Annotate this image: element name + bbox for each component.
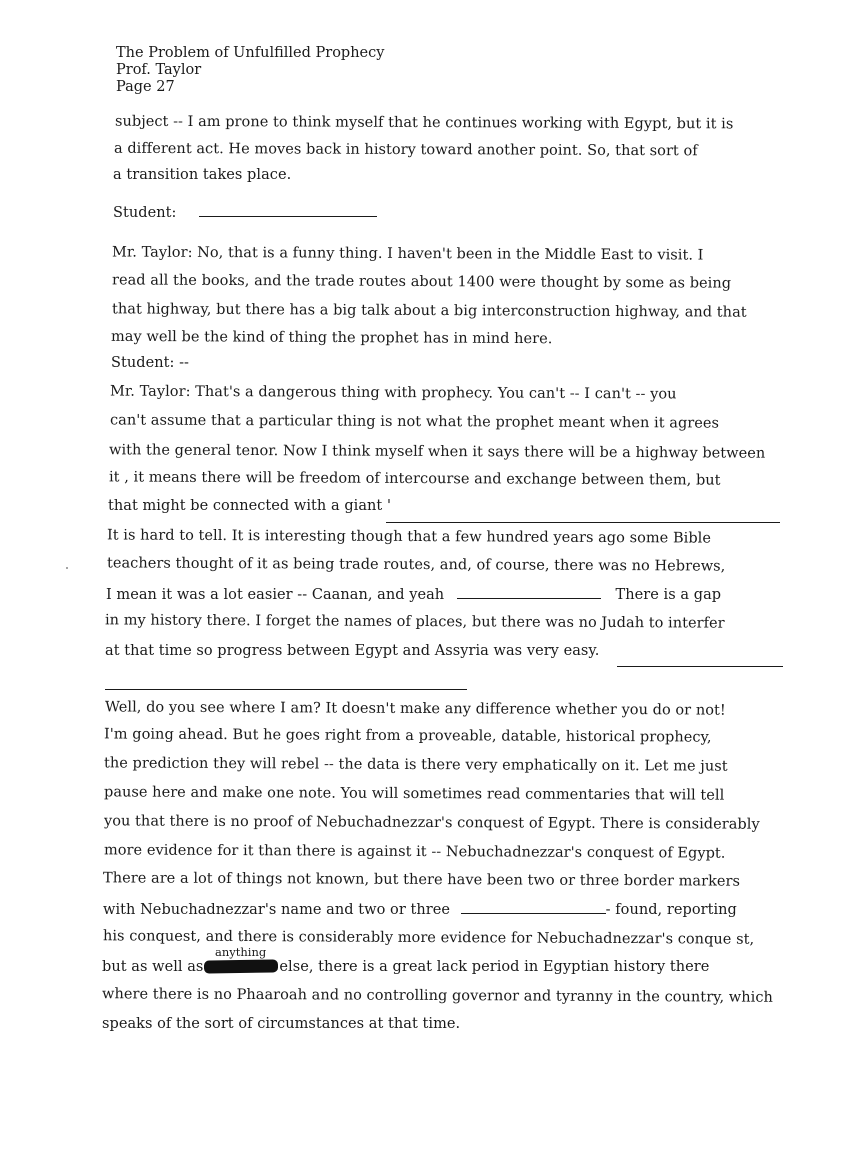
text-line: with the general tenor. Now I think myself when it says there will be a highway between <box>108 442 766 462</box>
line-text: else, there is a great lack period in Egyptian history there <box>279 959 710 975</box>
text-line: Mr. Taylor: That's a dangerous thing with prophecy. You can't -- I can't -- you <box>109 383 677 403</box>
text-line <box>106 585 721 604</box>
text-line: where there is no Phaaroah and no controlling governor and tyranny in the country, which <box>101 986 773 1006</box>
text-line: it , it means there will be freedom of intercourse and exchange between them, but <box>108 469 721 489</box>
text-line: more evidence for it than there is against it -- Nebuchadnezzar's conquest of Egypt. <box>103 842 726 862</box>
text-line: It is hard to tell. It is interesting though that a few hundred years ago some Bible <box>106 527 712 547</box>
text-line: read all the books, and the trade routes about 1400 were thought by some as being <box>111 272 732 292</box>
line-text: There is a gap <box>615 587 722 603</box>
text-line: his conquest, and there is considerably more evidence for Nebuchadnezzar's conque st, <box>102 928 755 948</box>
text-line: a different act. He moves back in history toward another point. So, that sort of <box>113 140 698 160</box>
line-text: with Nebuchadnezzar's name and two or three <box>103 902 450 918</box>
transcription-gap <box>386 522 780 523</box>
text-line: teachers thought of it as being trade routes, and, of course, there was no Hebrews, <box>106 555 726 575</box>
text-line: a transition takes place. <box>113 167 292 183</box>
text-line: the prediction they will rebel -- the data is there very emphatically on it. Let me just <box>103 755 728 775</box>
scan-speck <box>66 567 68 569</box>
text-line: Well, do you see where I am? It doesn't make any difference whether you do or not! <box>104 699 726 719</box>
text-line: you that there is no proof of Nebuchadnezzar's conquest of Egypt. There is considerably <box>103 813 760 833</box>
text-line: that might be connected with a giant ' <box>108 498 391 514</box>
page-number: Page 27 <box>116 79 175 95</box>
line-text: - found, reporting <box>605 902 737 918</box>
text-line: pause here and make one note. You will sometimes read commentaries that will tell <box>103 784 725 804</box>
line-text: I mean it was a lot easier -- Caanan, and yeah <box>106 587 445 603</box>
text-line: may well be the kind of thing the prophet has in mind here. <box>110 328 553 348</box>
text-line: in my history there. I forget the names of places, but there was no Judah to interfer <box>104 612 725 632</box>
interlinear-correction: anything <box>215 945 267 959</box>
redaction-mark <box>204 959 278 973</box>
transcription-gap <box>617 666 783 667</box>
text-line: There are a lot of things not known, but there have been two or three border markers <box>102 870 741 890</box>
text-line: I'm going ahead. But he goes right from a proveable, datable, historical prophecy, <box>103 726 712 746</box>
text-line: at that time so progress between Egypt and Assyria was very easy. <box>105 643 600 659</box>
transcription-gap <box>461 900 606 914</box>
speaker-label: Student: -- <box>111 355 189 371</box>
transcription-gap <box>199 203 377 217</box>
text-line: speaks of the sort of circumstances at that time. <box>102 1016 461 1032</box>
speaker-line <box>113 203 377 222</box>
line-text: but as well as <box>102 959 204 975</box>
transcription-gap <box>457 585 601 599</box>
text-line <box>103 900 737 919</box>
transcription-gap <box>105 689 467 690</box>
text-line <box>102 958 709 976</box>
speaker-label: Student: <box>113 205 177 221</box>
text-line: subject -- I am prone to think myself that he continues working with Egypt, but it is <box>114 113 734 133</box>
document-author: Prof. Taylor <box>116 62 202 78</box>
text-line: that highway, but there has a big talk about a big interconstruction highway, and that <box>111 301 747 321</box>
document-title: The Problem of Unfulfilled Prophecy <box>116 45 385 61</box>
text-line: can't assume that a particular thing is not what the prophet meant when it agrees <box>109 412 720 432</box>
text-line: Mr. Taylor: No, that is a funny thing. I haven't been in the Middle East to visit. I <box>111 244 704 264</box>
